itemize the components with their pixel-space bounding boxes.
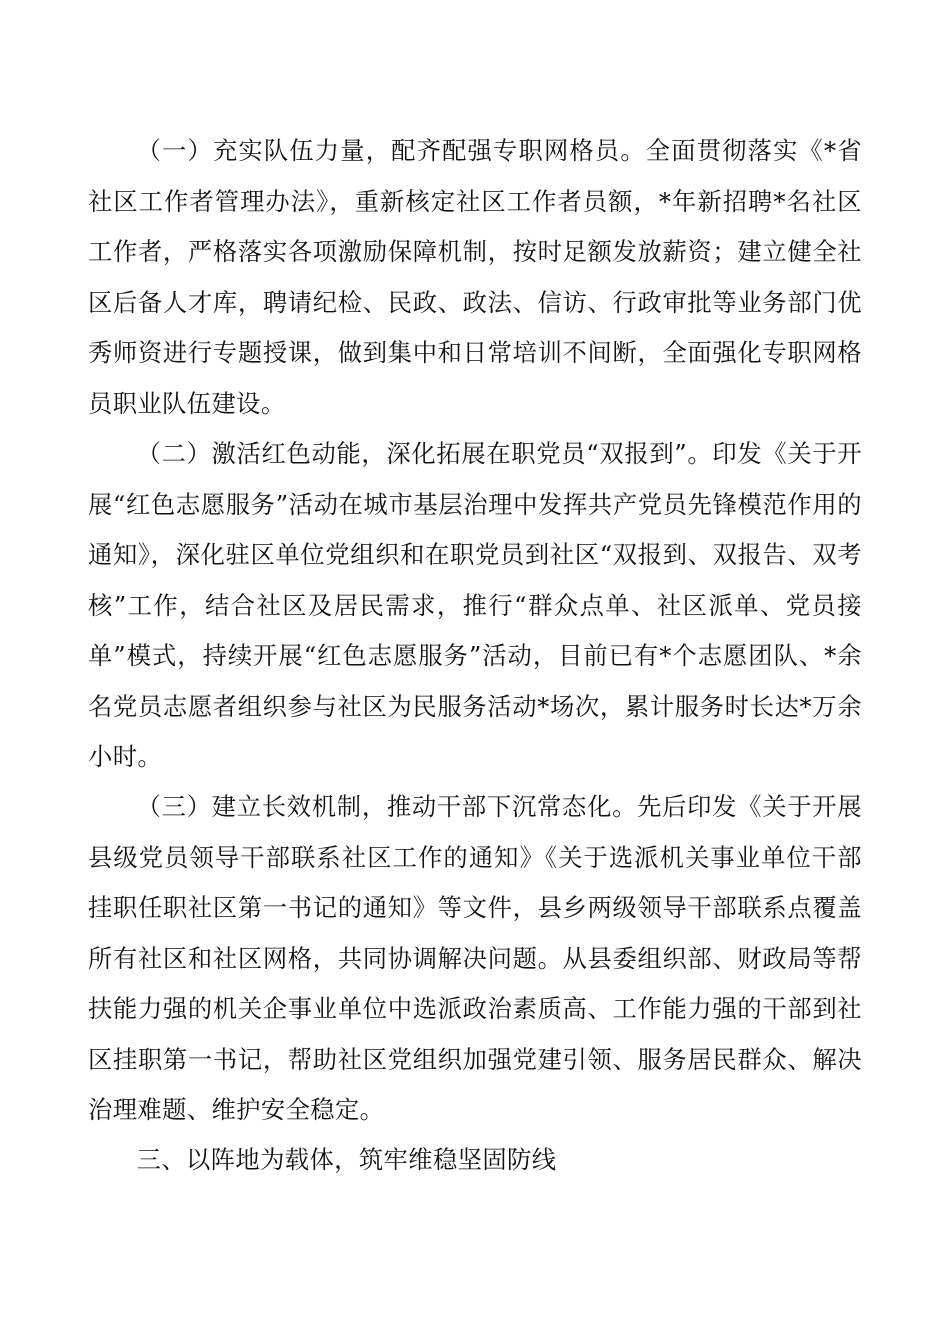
paragraph-red-momentum: （二）激活红色动能，深化拓展在职党员“双报到”。印发《关于开展“红色志愿服务”活动在城市基层治理中发挥共产党员先锋模范作用的通知》，深化驻区单位党组织和在职党员到社区“双报到、双报告、双考核”工作，结合社区及居民需求，推行“群众点单、社区派单、党员接单”模式，持续开展“红色志愿服务”活动，目前已有*个志愿团队、*余名党员志愿者组织参与社区为民服务活动*场次，累计服务时长达*万余小时。 [88, 439, 862, 771]
section-heading: 三、以阵地为载体，筑牢维稳坚固防线 [136, 1145, 557, 1174]
paragraph-team-strength: （一）充实队伍力量，配齐配强专职网格员。全面贯彻落实《*省社区工作者管理办法》，重新核定社区工作者员额，*年新招聘*名社区工作者，严格落实各项激励保障机制，按时足额发放薪资；建立健全社区后备人才库，聘请纪检、民政、政法、信访、行政审批等业务部门优秀师资进行专题授课，做到集中和日常培训不间断，全面强化专职网格员职业队伍建设。 [88, 136, 862, 418]
paragraph-long-term-mechanism: （三）建立长效机制，推动干部下沉常态化。先后印发《关于开展县级党员领导干部联系社区工作的通知》《关于选派机关事业单位干部挂职任职社区第一书记的通知》等文件，县乡两级领导干部联系点覆盖所有社区和社区网格，共同协调解决问题。从县委组织部、财政局等帮扶能力强的机关企事业单位中选派政治素质高、工作能力强的干部到社区挂职第一书记，帮助社区党组织加强党建引领、服务居民群众、解决治理难题、维护安全稳定。 [88, 792, 862, 1124]
document-page [88, 126, 862, 1186]
